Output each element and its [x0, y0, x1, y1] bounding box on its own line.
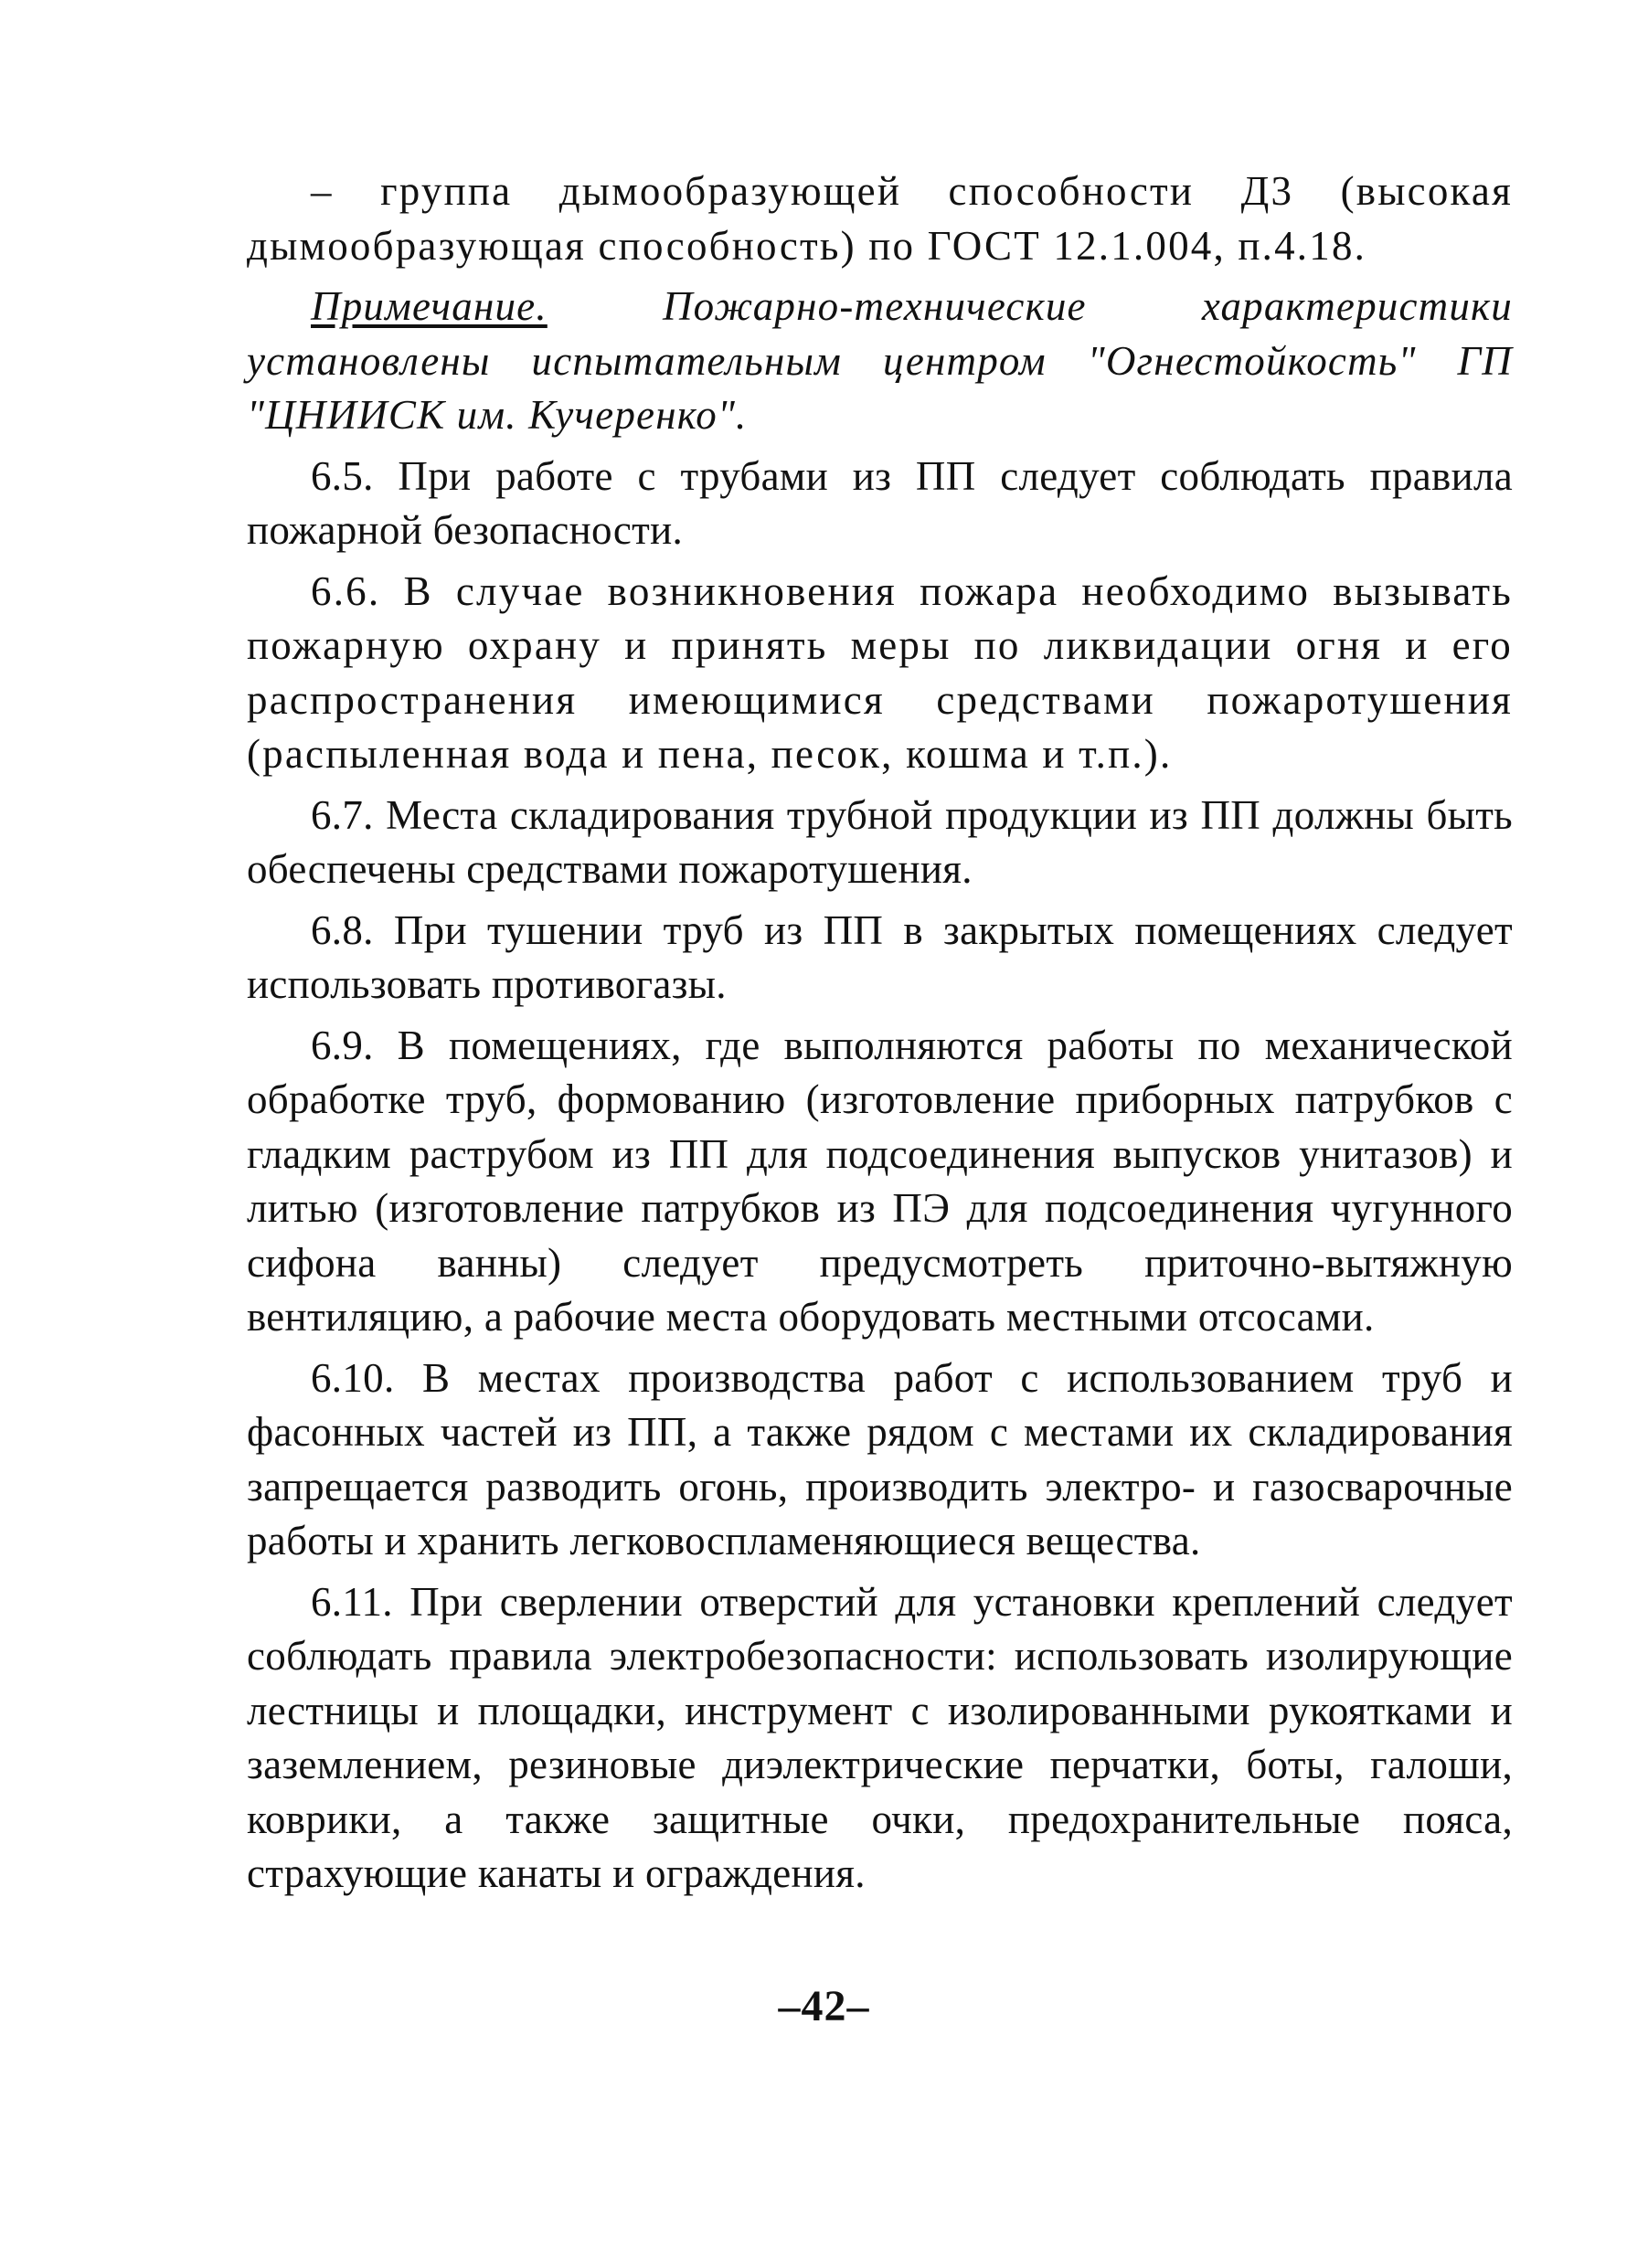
page-number: –42– [778, 1982, 870, 2030]
paragraph-6-5: 6.5. При работе с трубами из ПП следует соблюдать правила пожарной безопасности. [247, 452, 1513, 553]
paragraph-6-6: 6.6. В случае возникновения пожара необходимо вызывать пожарную охрану и принять меры по ликвидации огня и его распространения имеющимися средствами пожаротушения (распыленная вода и пена, песок, кошма и т.п.). [247, 567, 1513, 777]
paragraph-6-9: 6.9. В помещениях, где выполняются работы по механической обработке труб, формованию (изготовление приборных патрубков с гладким раструбом из ПП для подсоединения выпусков унитазов) и литью (изготовление патрубков из ПЭ для подсоединения чугунного сифона ванны) следует предусмотреть приточно-вытяжную вентиляцию, а рабочие места оборудовать местными отсосами. [247, 1022, 1513, 1340]
note-text: Пожарно-технические характеристики установлены испытательным центром "Огнестойкость" ГП "ЦНИИСК им. Кучеренко". [247, 283, 1513, 438]
page-body [247, 164, 1513, 1902]
note-label: Примечание. [311, 283, 548, 329]
note-paragraph [247, 280, 1513, 443]
paragraph-6-7: 6.7. Места складирования трубной продукции из ПП должны быть обеспечены средствами пожаротушения. [247, 791, 1513, 892]
paragraph-smoke-group: – группа дымообразующей способности Д3 (высокая дымообразующая способность) по ГОСТ 12.1.004, п.4.18. [247, 168, 1513, 269]
paragraph-6-10: 6.10. В местах производства работ с использованием труб и фасонных частей из ПП, а также рядом с местами их складирования запрещается разводить огонь, производить электро- и газосварочные работы и хранить легковоспламеняющиеся вещества. [247, 1354, 1513, 1563]
paragraph-6-8: 6.8. При тушении труб из ПП в закрытых помещениях следует использовать противогазы. [247, 906, 1513, 1007]
paragraph-6-11: 6.11. При сверлении отверстий для установки креплений следует соблюдать правила электробезопасности: использовать изолирующие лестницы и площадки, инструмент с изолированными рукоятками и заземлением, резиновые диэлектрические перчатки, боты, галоши, коврики, а также защитные очки, предохранительные пояса, страхующие канаты и ограждения. [247, 1578, 1513, 1896]
